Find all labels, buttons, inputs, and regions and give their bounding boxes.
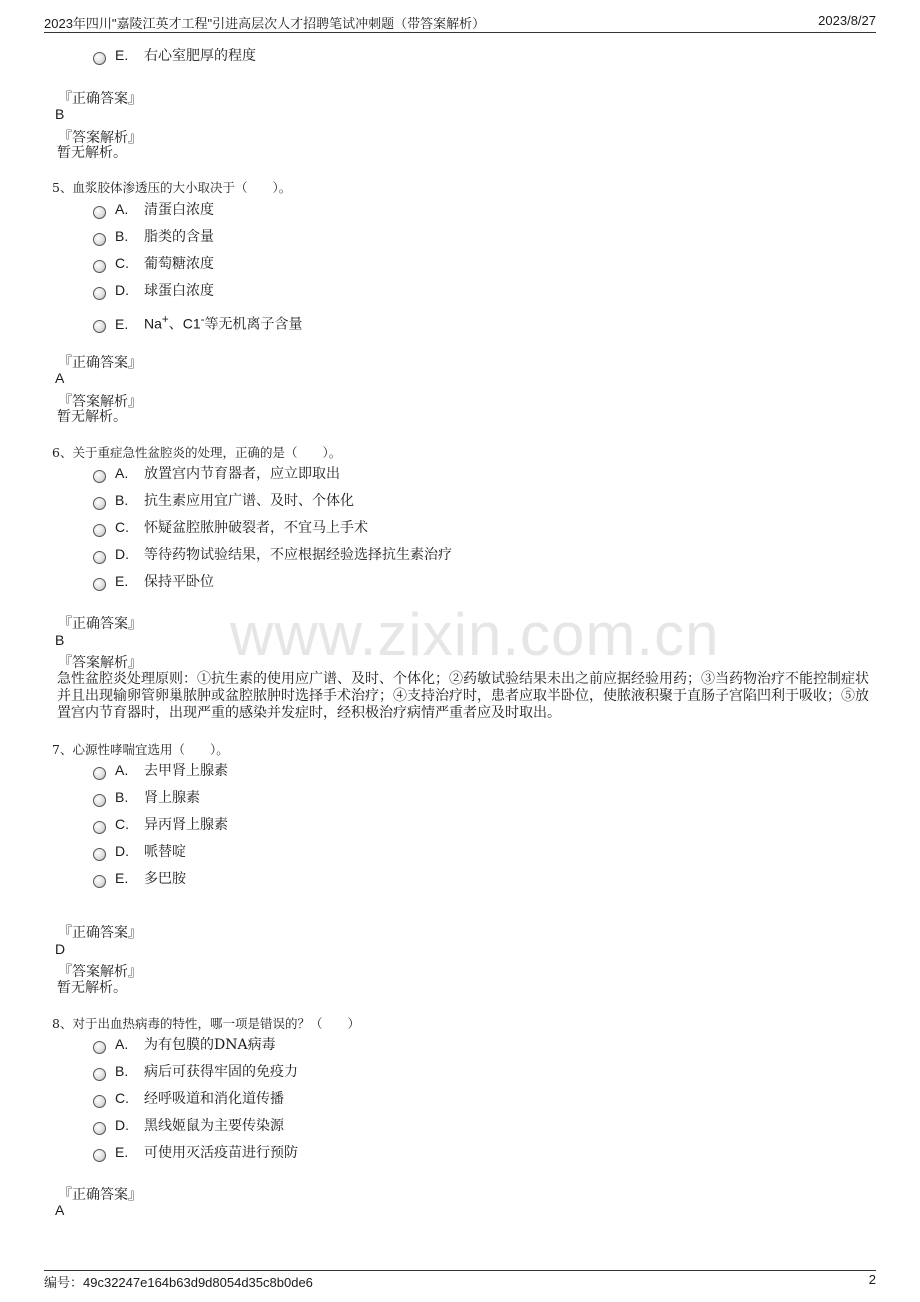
watermark: www.zixin.com.cn <box>230 601 720 668</box>
option-letter: B. <box>115 789 129 805</box>
q6-option-e[interactable] <box>93 571 214 591</box>
q4-analysis-label: 『答案解析』 <box>58 130 142 146</box>
option-letter: C. <box>115 519 129 535</box>
option-letter: D. <box>115 546 129 562</box>
q7-option-d[interactable] <box>93 841 186 861</box>
radio-icon[interactable] <box>93 848 106 861</box>
radio-icon[interactable] <box>93 320 106 333</box>
radio-icon[interactable] <box>93 767 106 780</box>
option-text <box>144 310 303 335</box>
option-letter: E. <box>115 870 129 886</box>
option-text-rest: 等无机离子含量 <box>204 316 303 333</box>
q7-option-e[interactable] <box>93 868 186 888</box>
q7-answer-label: 『正确答案』 <box>58 925 142 941</box>
option-text: 等待药物试验结果，不应根据经验选择抗生素治疗 <box>144 547 452 563</box>
q7-analysis-label: 『答案解析』 <box>58 964 142 980</box>
q8-answer-label: 『正确答案』 <box>58 1187 142 1203</box>
option-text: 可使用灭活疫苗进行预防 <box>144 1145 298 1161</box>
q8-option-a[interactable] <box>93 1034 276 1054</box>
q8-option-c[interactable] <box>93 1088 284 1108</box>
option-letter: E. <box>115 573 129 589</box>
q6-answer-label: 『正确答案』 <box>58 616 142 632</box>
option-text: 哌替啶 <box>144 844 186 860</box>
option-letter: D. <box>115 282 129 298</box>
q5-option-a[interactable] <box>93 199 214 219</box>
radio-icon[interactable] <box>93 470 106 483</box>
q8-stem: 8、对于出血热病毒的特性，哪一项是错误的？（ ） <box>52 1016 360 1031</box>
q7-analysis-text: 暂无解析。 <box>57 980 127 996</box>
option-letter: C. <box>115 1090 129 1106</box>
q4-answer-value: B <box>55 106 65 122</box>
q7-option-b[interactable] <box>93 787 200 807</box>
q6-option-a[interactable] <box>93 463 340 483</box>
option-letter: D. <box>115 1117 129 1133</box>
radio-icon[interactable] <box>93 1122 106 1135</box>
option-text: 肾上腺素 <box>144 790 200 806</box>
q5-option-c[interactable] <box>93 253 214 273</box>
option-letter: E. <box>115 315 129 332</box>
q5-option-e[interactable] <box>93 310 303 333</box>
option-text: 病后可获得牢固的免疫力 <box>144 1064 298 1080</box>
option-letter: E. <box>115 1144 129 1160</box>
q5-answer-value: A <box>55 370 65 386</box>
document-title: 2023年四川"嘉陵江英才工程"引进高层次人才招聘笔试冲刺题（带答案解析） <box>44 16 486 31</box>
radio-icon[interactable] <box>93 578 106 591</box>
q6-analysis-label: 『答案解析』 <box>58 655 142 671</box>
q6-answer-value: B <box>55 632 65 648</box>
option-text: 脂类的含量 <box>144 229 214 245</box>
option-text: 清蛋白浓度 <box>144 202 214 218</box>
option-letter: B. <box>115 228 129 244</box>
option-letter: D. <box>115 843 129 859</box>
option-text: 经呼吸道和消化道传播 <box>144 1091 284 1107</box>
option-text: 保持平卧位 <box>144 574 214 590</box>
option-text: 多巴胺 <box>144 871 186 887</box>
q8-option-d[interactable] <box>93 1115 284 1135</box>
option-text: 异丙肾上腺素 <box>144 817 228 833</box>
option-letter: B. <box>115 1063 129 1079</box>
q4-answer-label: 『正确答案』 <box>58 91 142 107</box>
q6-stem: 6、关于重症急性盆腔炎的处理，正确的是（ ）。 <box>52 445 342 460</box>
option-text: 为有包膜的DNA病毒 <box>144 1037 276 1053</box>
option-text: 黑线姬鼠为主要传染源 <box>144 1118 284 1134</box>
radio-icon[interactable] <box>93 821 106 834</box>
radio-icon[interactable] <box>93 1149 106 1162</box>
q7-option-a[interactable] <box>93 760 228 780</box>
document-code: 编号：49c32247e164b63d9d8054d35c8b0de6 <box>44 1275 313 1290</box>
radio-icon[interactable] <box>93 233 106 246</box>
radio-icon[interactable] <box>93 52 106 65</box>
q5-option-d[interactable] <box>93 280 214 300</box>
page-number: 2 <box>868 1272 876 1287</box>
option-letter: B. <box>115 492 129 508</box>
option-text: 怀疑盆腔脓肿破裂者，不宜马上手术 <box>144 520 368 536</box>
q8-answer-value: A <box>55 1202 65 1218</box>
q7-option-c[interactable] <box>93 814 228 834</box>
q7-answer-value: D <box>55 941 66 957</box>
q6-option-b[interactable] <box>93 490 354 510</box>
q5-analysis-text: 暂无解析。 <box>57 409 127 425</box>
option-text: 放置宫内节育器者，应立即取出 <box>144 466 340 482</box>
page-header <box>44 10 876 33</box>
q6-analysis-text: 急性盆腔炎处理原则：①抗生素的使用应广谱、及时、个体化；②药敏试验结果未出之前应据经验用药；③当药物治疗不能控制症状并且出现输卵管卵巢脓肿或盆腔脓肿时选择手术治疗；④支持治疗时，患者应取半卧位，使脓液积聚于直肠子宫陷凹利于吸收；⑤放置宫内节育器时，出现严重的感染并发症时，经积极治疗病情严重者应及时取出。 <box>57 671 869 721</box>
chloride-charge: - <box>200 313 205 326</box>
radio-icon[interactable] <box>93 260 106 273</box>
q5-option-b[interactable] <box>93 226 214 246</box>
option-letter: A. <box>115 1036 129 1052</box>
q7-stem: 7、心源性哮喘宜选用（ ）。 <box>52 742 229 757</box>
q5-analysis-label: 『答案解析』 <box>58 394 142 410</box>
option-letter: A. <box>115 201 129 217</box>
chloride-ion: C1 <box>182 315 201 332</box>
option-text: 葡萄糖浓度 <box>144 256 214 272</box>
q5-answer-label: 『正确答案』 <box>58 355 142 371</box>
q5-stem: 5、血浆胶体渗透压的大小取决于（ ）。 <box>52 180 292 195</box>
radio-icon[interactable] <box>93 1068 106 1081</box>
option-text: 右心室肥厚的程度 <box>144 48 256 64</box>
option-text: 去甲肾上腺素 <box>144 763 228 779</box>
radio-icon[interactable] <box>93 206 106 219</box>
sodium-ion: Na <box>144 315 162 332</box>
q4-option-e[interactable] <box>93 45 256 65</box>
q8-option-e[interactable] <box>93 1142 298 1162</box>
radio-icon[interactable] <box>93 1041 106 1054</box>
radio-icon[interactable] <box>93 794 106 807</box>
option-text: 抗生素应用宜广谱、及时、个体化 <box>144 493 354 509</box>
radio-icon[interactable] <box>93 287 106 300</box>
option-letter: A. <box>115 762 129 778</box>
sodium-charge: + <box>161 313 169 326</box>
radio-icon[interactable] <box>93 551 106 564</box>
option-letter: C. <box>115 255 129 271</box>
page-footer <box>44 1270 876 1291</box>
option-text: 球蛋白浓度 <box>144 283 214 299</box>
option-letter: E. <box>115 47 129 63</box>
q4-analysis-text: 暂无解析。 <box>57 145 127 161</box>
q6-option-d[interactable] <box>93 544 452 564</box>
radio-icon[interactable] <box>93 875 106 888</box>
radio-icon[interactable] <box>93 1095 106 1108</box>
q6-option-c[interactable] <box>93 517 368 537</box>
radio-icon[interactable] <box>93 497 106 510</box>
document-date: 2023/8/27 <box>818 13 876 28</box>
separator: 、 <box>168 316 183 333</box>
radio-icon[interactable] <box>93 524 106 537</box>
q8-option-b[interactable] <box>93 1061 298 1081</box>
option-letter: A. <box>115 465 129 481</box>
option-letter: C. <box>115 816 129 832</box>
